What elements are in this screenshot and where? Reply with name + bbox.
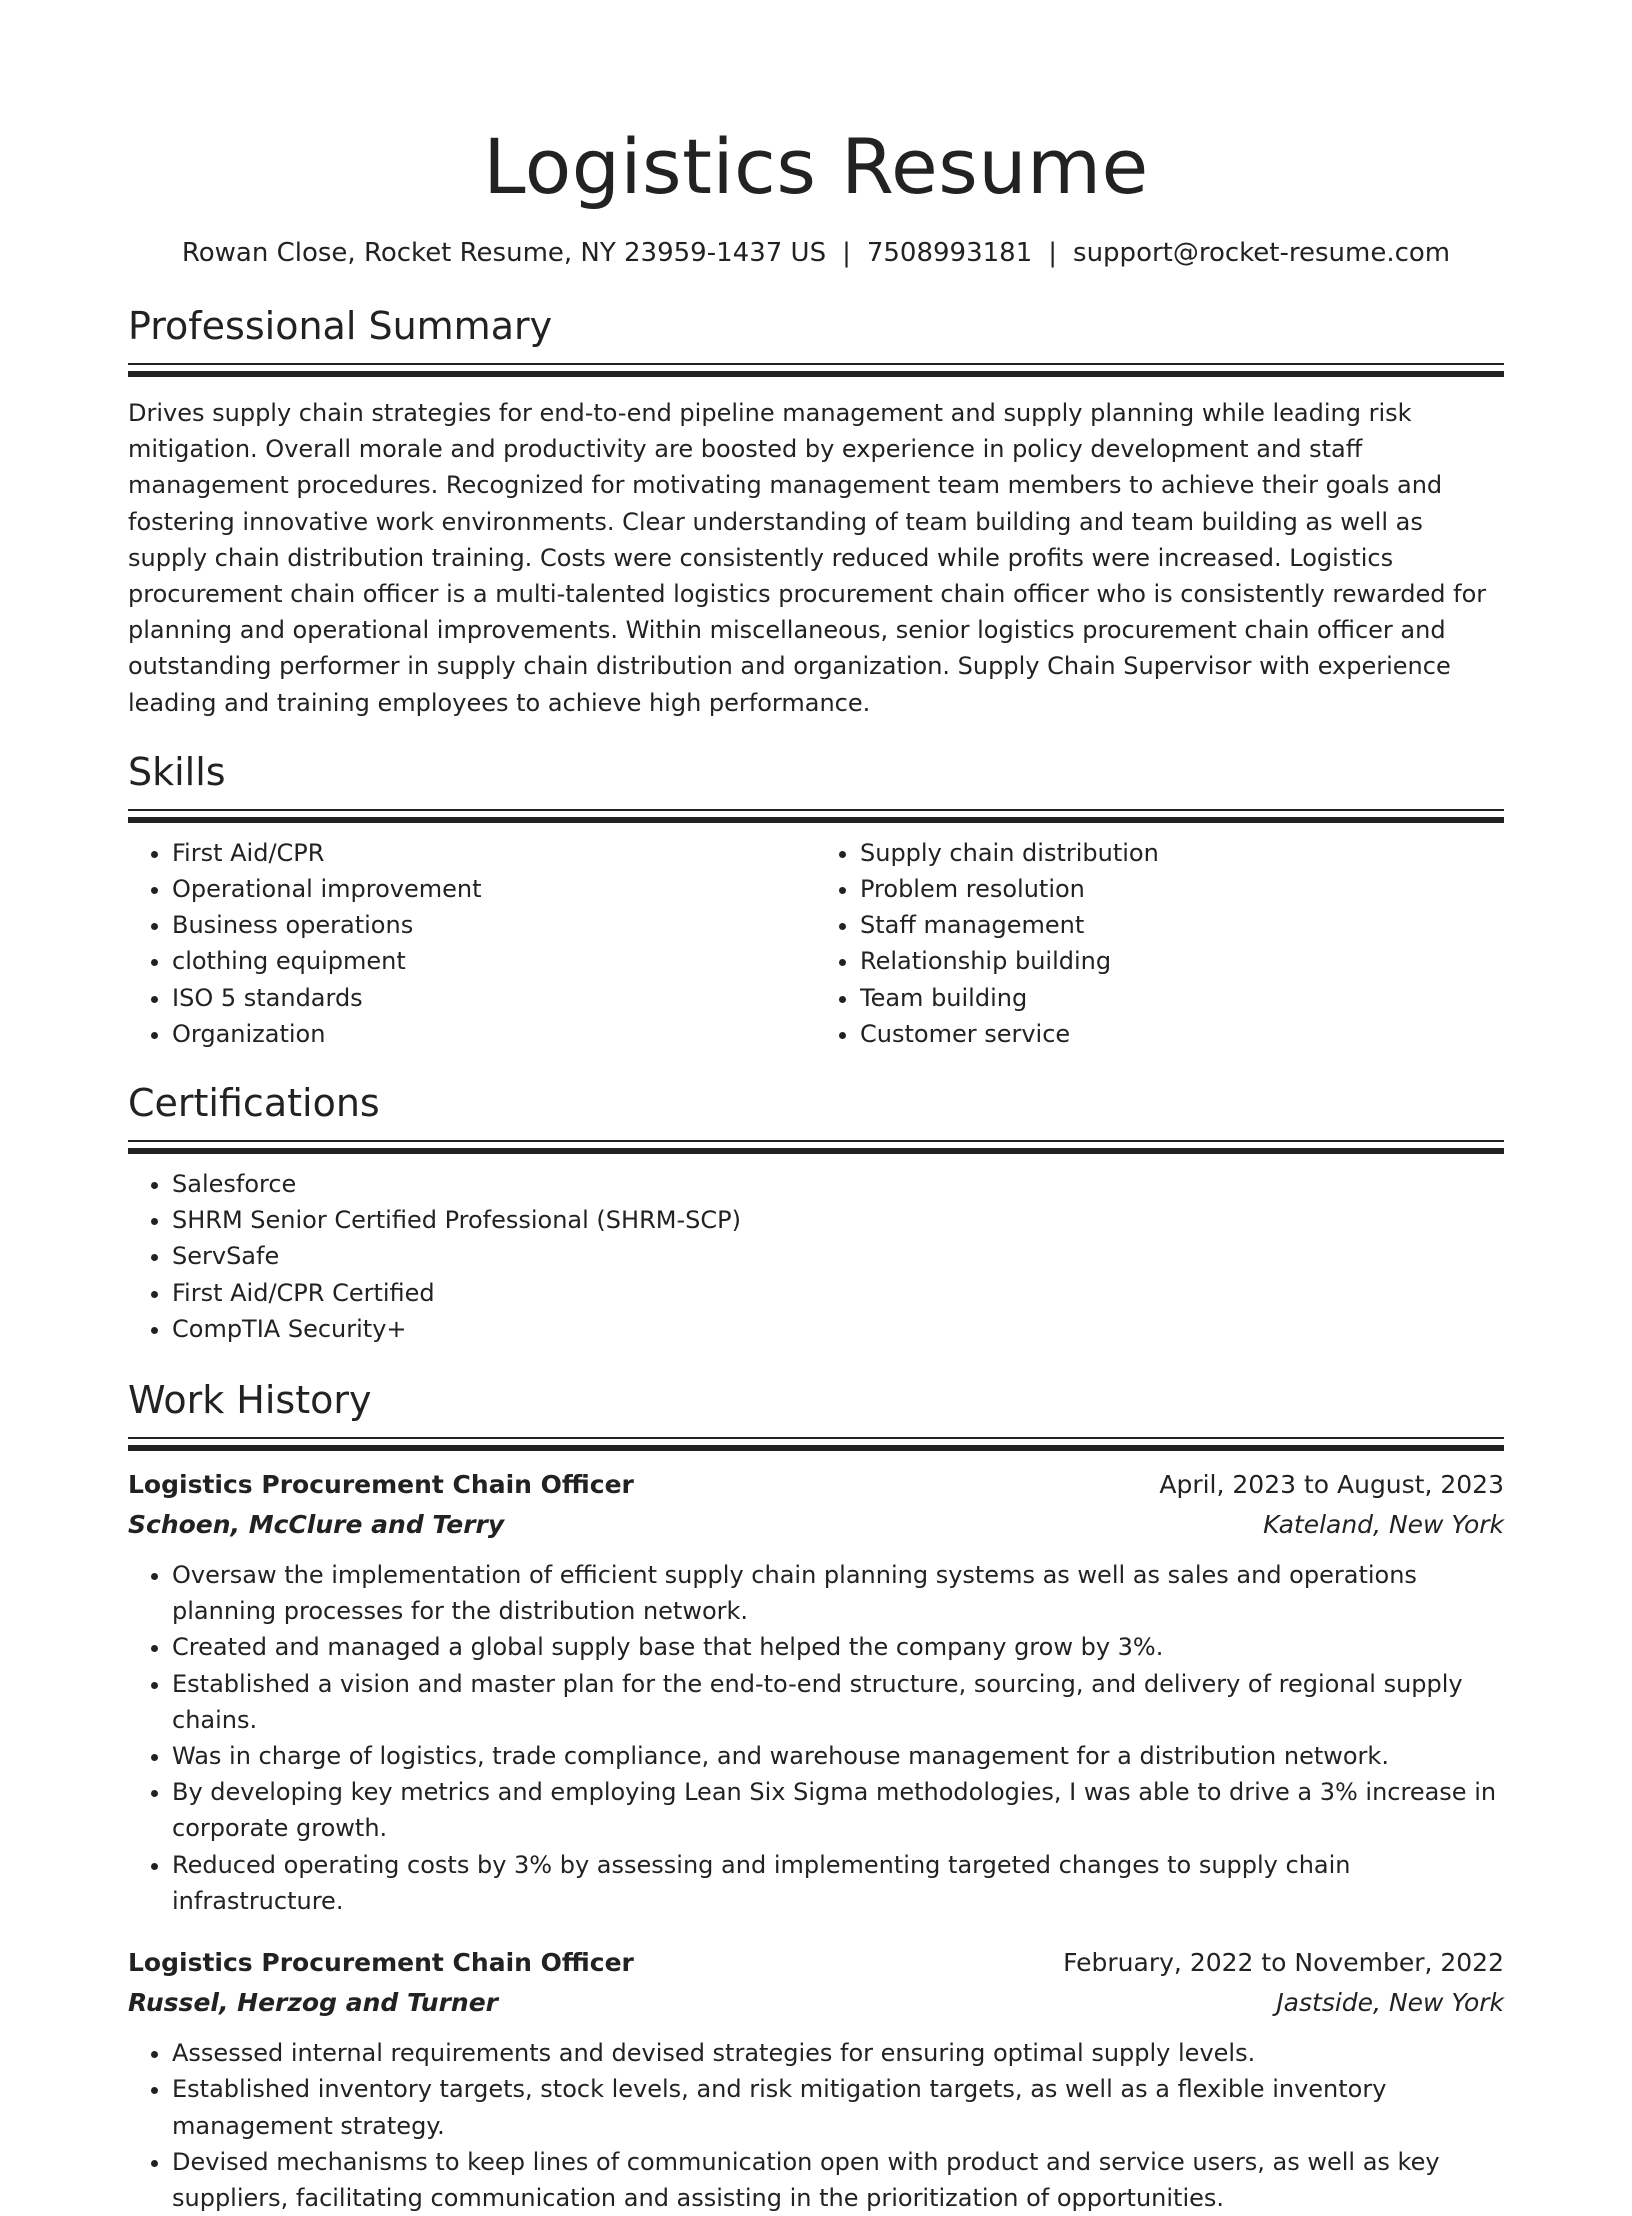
job-entry bbox=[128, 1465, 1504, 1919]
job-company: Russel, Herzog and Turner bbox=[128, 1988, 499, 2018]
summary-section bbox=[128, 303, 1504, 721]
job-subheader bbox=[128, 1505, 1504, 1545]
skill-item: • First Aid/CPR bbox=[172, 835, 816, 871]
job-bullet: • Established inventory targets, stock levels, and risk mitigation targets, as well as a flexible inventory management strategy. bbox=[172, 2071, 1504, 2143]
job-bullet: • Reduced operating costs by 3% by assessing and implementing targeted changes to supply chain infrastructure. bbox=[172, 1847, 1504, 1919]
resume-title: Logistics Resume bbox=[483, 122, 1149, 211]
job-bullet: • By developing key metrics and employing Lean Six Sigma methodologies, I was able to drive a 3% increase in corporate growth. bbox=[172, 1774, 1504, 1846]
section-divider bbox=[128, 1437, 1504, 1451]
section-divider bbox=[128, 809, 1504, 823]
certification-item: • First Aid/CPR Certified bbox=[172, 1275, 1504, 1311]
job-title: Logistics Procurement Chain Officer bbox=[128, 1948, 634, 1978]
job-entry bbox=[128, 1943, 1504, 2216]
section-divider bbox=[128, 1140, 1504, 1154]
job-bullet: • Oversaw the implementation of efficient supply chain planning systems as well as sales and operations planning processes for the distribution network. bbox=[172, 1557, 1504, 1629]
skill-item: • Problem resolution bbox=[860, 871, 1504, 907]
job-bullet: • Devised mechanisms to keep lines of communication open with product and service users, as well as key suppliers, facilitating communication and assisting in the prioritization of opportunities. bbox=[172, 2144, 1504, 2216]
certification-item: • Salesforce bbox=[172, 1166, 1504, 1202]
job-dates: April, 2023 to August, 2023 bbox=[1159, 1470, 1504, 1500]
skill-item: • Staff management bbox=[860, 907, 1504, 943]
job-bullet: • Was in charge of logistics, trade compliance, and warehouse management for a distribution network. bbox=[172, 1738, 1504, 1774]
skills-list-left bbox=[128, 835, 816, 1052]
skill-item: • ISO 5 standards bbox=[172, 980, 816, 1016]
summary-text: Drives supply chain strategies for end-to-end pipeline management and supply planning while leading risk mitigation. Overall morale and productivity are boosted by experience in policy development and staff management procedures. Recognized for motivating management team members to achieve their goals and fostering innovative work environments. Clear understanding of team building and team building as well as supply chain distribution training. Costs were consistently reduced while profits were increased. Logistics procurement chain officer is a multi-talented logistics procurement chain officer who is consistently rewarded for planning and operational improvements. Within miscellaneous, senior logistics procurement chain officer and outstanding performer in supply chain distribution and organization. Supply Chain Supervisor with experience leading and training employees to achieve high performance. bbox=[128, 399, 1487, 717]
job-location: Kateland, New York bbox=[1263, 1510, 1504, 1540]
job-bullets bbox=[128, 1557, 1504, 1919]
contact-separator: | bbox=[1048, 238, 1058, 268]
section-title-summary: Professional Summary bbox=[128, 304, 553, 348]
job-company: Schoen, McClure and Terry bbox=[128, 1510, 505, 1540]
certification-item: • CompTIA Security+ bbox=[172, 1311, 1504, 1347]
skill-item: • Relationship building bbox=[860, 943, 1504, 979]
contact-email: support@rocket-resume.com bbox=[1073, 238, 1451, 268]
work-history-section bbox=[128, 1377, 1504, 2216]
job-location: Jastside, New York bbox=[1276, 1988, 1504, 2018]
skill-item: • Organization bbox=[172, 1016, 816, 1052]
section-title-certifications: Certifications bbox=[128, 1081, 380, 1126]
skill-item: • Operational improvement bbox=[172, 871, 816, 907]
certification-item: • SHRM Senior Certified Professional (SHRM-SCP) bbox=[172, 1202, 1504, 1238]
skill-item: • Team building bbox=[860, 980, 1504, 1016]
job-title: Logistics Procurement Chain Officer bbox=[128, 1470, 634, 1500]
certifications-list bbox=[128, 1166, 1504, 1347]
skill-item: • Customer service bbox=[860, 1016, 1504, 1052]
skill-item: • clothing equipment bbox=[172, 943, 816, 979]
job-dates: February, 2022 to November, 2022 bbox=[1063, 1948, 1504, 1978]
job-subheader bbox=[128, 1983, 1504, 2023]
contact-line bbox=[128, 237, 1504, 269]
skill-item: • Supply chain distribution bbox=[860, 835, 1504, 871]
skill-item: • Business operations bbox=[172, 907, 816, 943]
skills-list-right bbox=[816, 835, 1504, 1052]
certifications-section bbox=[128, 1080, 1504, 1347]
job-bullet: • Created and managed a global supply base that helped the company grow by 3%. bbox=[172, 1629, 1504, 1665]
certification-item: • ServSafe bbox=[172, 1238, 1504, 1274]
job-bullets bbox=[128, 2035, 1504, 2216]
job-bullet: • Assessed internal requirements and devised strategies for ensuring optimal supply levels. bbox=[172, 2035, 1504, 2071]
contact-phone: 7508993181 bbox=[866, 238, 1033, 268]
contact-address: Rowan Close, Rocket Resume, NY 23959-1437 US bbox=[181, 238, 827, 268]
section-title-skills: Skills bbox=[128, 749, 226, 794]
skills-section bbox=[128, 749, 1504, 1052]
section-divider bbox=[128, 363, 1504, 377]
skills-grid bbox=[128, 835, 1504, 1052]
contact-separator: | bbox=[842, 238, 851, 268]
job-bullet: • Established a vision and master plan for the end-to-end structure, sourcing, and delivery of regional supply chains. bbox=[172, 1666, 1504, 1738]
section-title-work-history: Work History bbox=[128, 1378, 372, 1423]
job-header bbox=[128, 1943, 1504, 1983]
job-header bbox=[128, 1465, 1504, 1505]
